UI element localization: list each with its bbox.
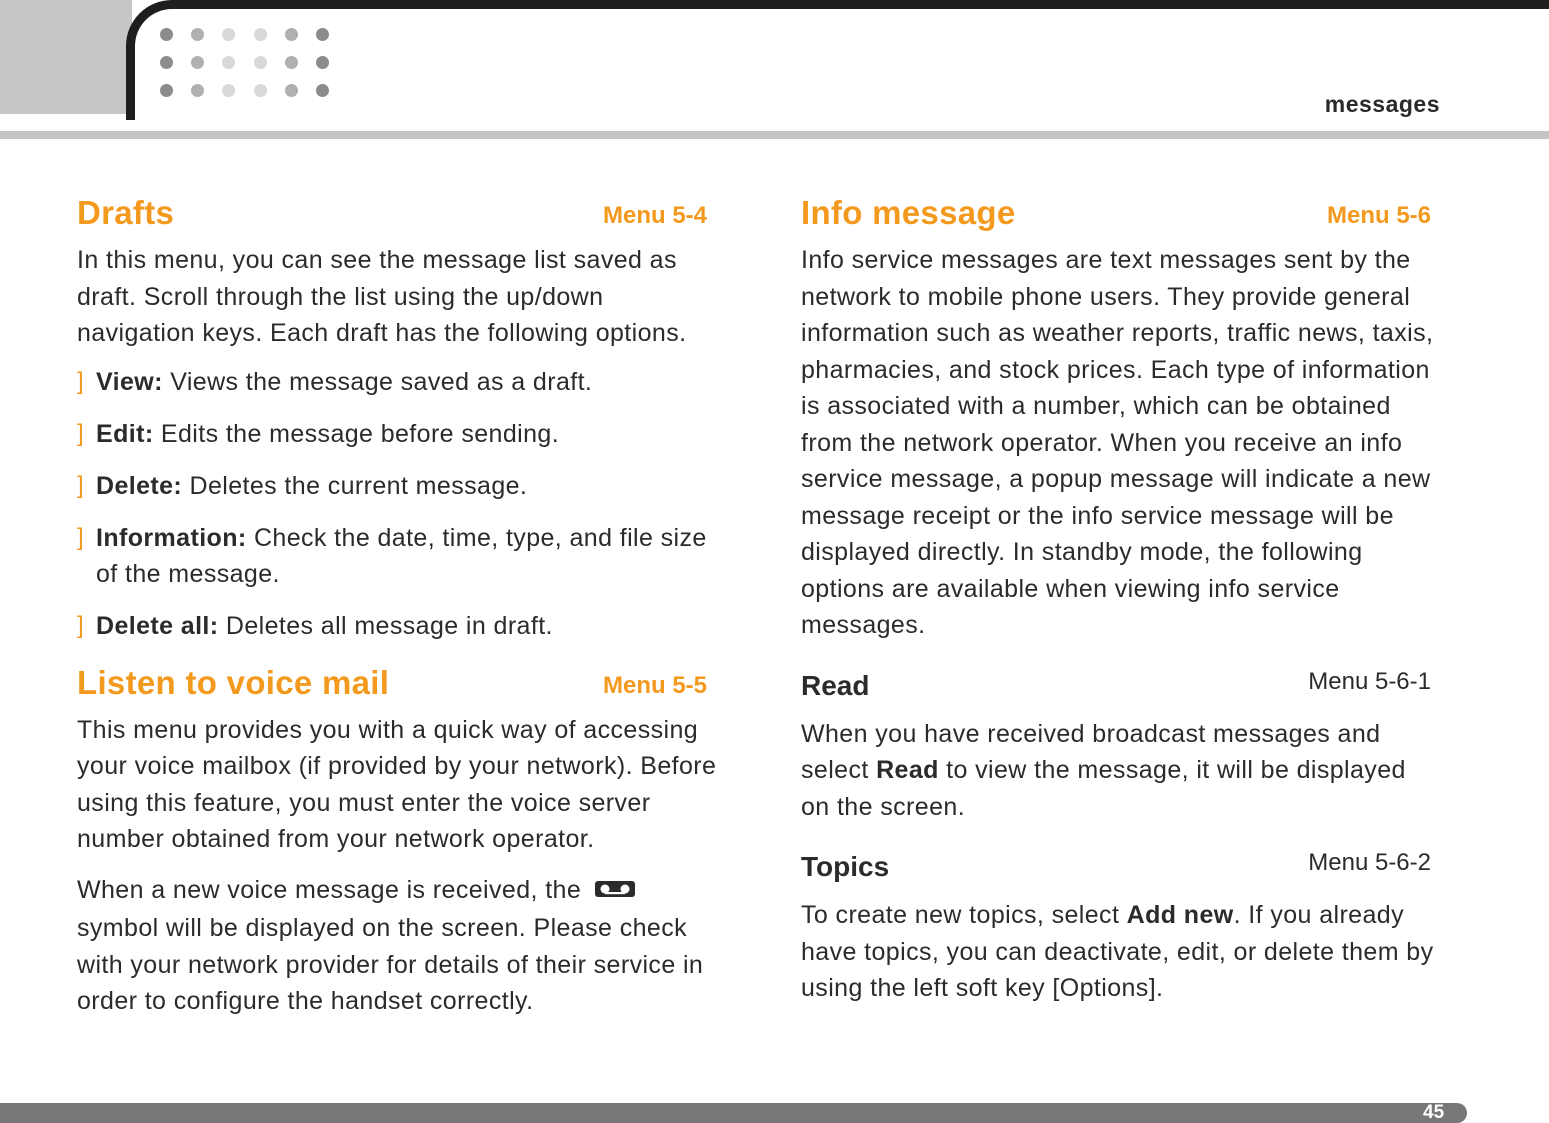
drafts-option-edit	[77, 416, 717, 452]
option-label: Edit:	[96, 419, 154, 448]
option-label: Delete:	[96, 471, 183, 500]
drafts-menu-number: Menu 5-4	[602, 202, 707, 229]
bullet-mark: ]	[77, 419, 85, 447]
drafts-options-list	[77, 364, 717, 644]
drafts-option-delete	[77, 468, 717, 504]
voicemail-heading	[77, 660, 717, 712]
drafts-option-delete-all	[77, 608, 717, 644]
read-text-start: When you have received broadcast messages and select	[801, 719, 1381, 784]
footer-bar	[0, 1103, 1447, 1123]
read-text-end: to view the message, it will be displayed on the screen.	[801, 756, 1406, 821]
topics-menu-number: Menu 5-6-2	[1308, 849, 1431, 876]
read-description	[801, 716, 1441, 826]
voicemail-notice-start: When a new voice message is received, the	[77, 875, 582, 904]
option-label: Information:	[96, 523, 247, 552]
decor-dot	[160, 56, 173, 69]
decor-dot	[222, 56, 235, 69]
header-dot-grid	[160, 28, 336, 104]
bullet-mark: ]	[77, 471, 85, 499]
topics-description	[801, 897, 1441, 1007]
decor-dot	[254, 28, 267, 41]
right-column	[801, 190, 1441, 1021]
decor-dot	[254, 56, 267, 69]
decor-dot	[285, 28, 298, 41]
voicemail-title: Listen to voice mail	[77, 663, 390, 701]
decor-dot	[191, 56, 204, 69]
page-number: 45	[1415, 1103, 1467, 1123]
decor-dot	[316, 56, 329, 69]
read-heading	[801, 666, 1441, 716]
option-text: Deletes all message in draft.	[218, 611, 553, 640]
decor-dot	[160, 84, 173, 97]
option-label: Delete all:	[96, 611, 219, 640]
header-rule	[0, 131, 1549, 139]
decor-dot	[254, 84, 267, 97]
option-text: Check the date, time, type, and file size of the message.	[96, 523, 707, 588]
info-heading	[801, 190, 1441, 242]
decor-dot	[285, 84, 298, 97]
voicemail-notice-end: symbol will be displayed on the screen. Please check with your network provider for details of their service in order to configure the handset correctly.	[77, 914, 704, 1015]
read-bold: Read	[876, 756, 939, 784]
decor-dot	[160, 28, 173, 41]
voicemail-notice	[77, 872, 717, 1020]
read-title: Read	[801, 669, 870, 701]
info-intro: Info service messages are text messages sent by the network to mobile phone users. They provide general information such as weather reports, traffic news, taxis, pharmacies, and stock prices. Each type of information is associated with a number, which can be obtained from the network operator. When you receive an info service message, a popup message will indicate a new message receipt or the info service message will be displayed directly. In standby mode, the following options are available when viewing info service messages.	[801, 246, 1434, 639]
decor-dot	[316, 28, 329, 41]
topics-heading	[801, 847, 1441, 897]
info-menu-number: Menu 5-6	[1326, 202, 1431, 229]
info-title: Info message	[801, 194, 1016, 231]
drafts-heading	[77, 190, 717, 242]
topics-text-end: . If you already have topics, you can deactivate, edit, or delete them by using the left soft key [Options].	[801, 901, 1434, 1002]
voicemail-icon	[593, 874, 637, 911]
topics-title: Topics	[801, 851, 890, 882]
decor-dot	[191, 28, 204, 41]
decor-dot	[285, 56, 298, 69]
drafts-title: Drafts	[77, 194, 175, 231]
drafts-intro: In this menu, you can see the message list saved as draft. Scroll through the list using the up/down navigation keys. Each draft has the following options.	[77, 246, 687, 347]
bullet-mark: ]	[77, 523, 85, 551]
bullet-mark: ]	[77, 367, 85, 395]
topics-bold: Add new	[1126, 901, 1234, 929]
voicemail-description: This menu provides you with a quick way of accessing your voice mailbox (if provided by your network). Before using this feature, you must enter the voice server number obtained from your network operator.	[77, 715, 717, 853]
option-text: Views the message saved as a draft.	[162, 367, 593, 396]
drafts-option-information	[77, 520, 717, 592]
decor-dot	[222, 84, 235, 97]
read-menu-number: Menu 5-6-1	[1308, 667, 1431, 695]
voicemail-menu-number: Menu 5-5	[602, 671, 707, 699]
decor-dot	[222, 28, 235, 41]
bullet-mark: ]	[77, 611, 85, 639]
chapter-title: messages	[1324, 91, 1440, 117]
decor-dot	[191, 84, 204, 97]
topics-text-start: To create new topics, select	[801, 901, 1127, 929]
drafts-option-view	[77, 364, 717, 400]
option-label: View:	[96, 367, 163, 396]
header-gray-block	[0, 0, 132, 114]
left-column	[77, 190, 717, 1034]
option-text: Deletes the current message.	[182, 471, 528, 500]
decor-dot	[316, 84, 329, 97]
option-text: Edits the message before sending.	[153, 419, 560, 448]
